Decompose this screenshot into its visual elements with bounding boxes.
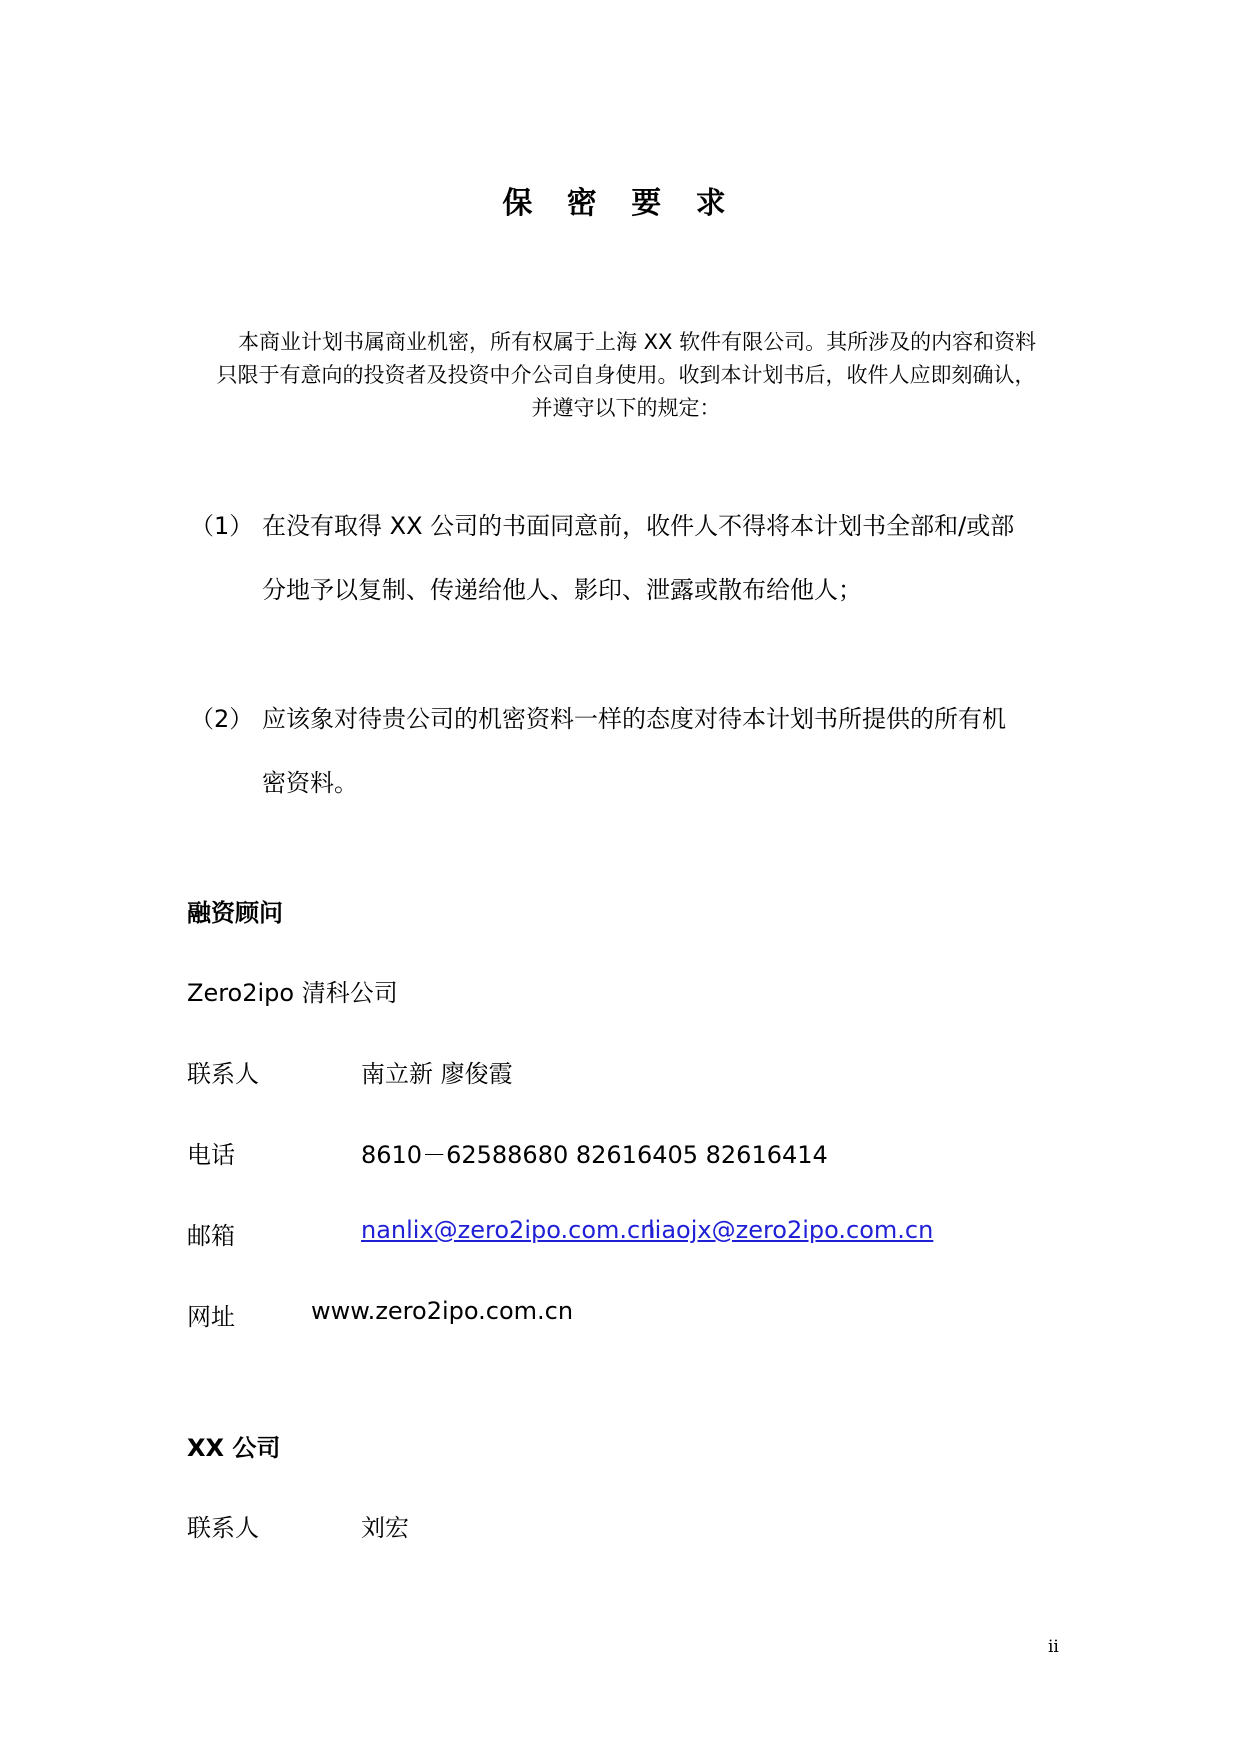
- clause-1-number: （1）: [190, 512, 254, 540]
- clause-2-line-1: 应该象对待贵公司的机密资料一样的态度对待本计划书所提供的所有机: [262, 705, 1006, 733]
- advisor-web-value: www.zero2ipo.com.cn: [311, 1297, 574, 1325]
- clause-2-number: （2）: [190, 705, 254, 733]
- clause-2-line-2: 密资料。: [262, 769, 358, 797]
- company-contact-value: 刘宏: [361, 1514, 409, 1542]
- advisor-phone-value: 8610－62588680 82616405 82616414: [361, 1141, 828, 1169]
- advisor-contact-value: 南立新 廖俊霞: [361, 1060, 513, 1088]
- company-heading: XX 公司: [187, 1434, 281, 1462]
- intro-line-3: 并遵守以下的规定：: [531, 396, 721, 420]
- advisor-email-link-2[interactable]: liaojx@zero2ipo.com.cn: [648, 1216, 934, 1244]
- advisor-company: Zero2ipo 清科公司: [187, 979, 398, 1007]
- company-contact-label: 联系人: [187, 1514, 259, 1542]
- confidentiality-intro: [196, 326, 1056, 425]
- clause-1-line-2: 分地予以复制、传递给他人、影印、泄露或散布给他人；: [262, 576, 862, 604]
- clause-1-line-1: 在没有取得 XX 公司的书面同意前，收件人不得将本计划书全部和/或部: [262, 512, 1015, 540]
- advisor-heading: 融资顾问: [187, 899, 283, 927]
- advisor-phone-label: 电话: [187, 1141, 235, 1169]
- document-title: 保 密 要 求: [502, 186, 738, 221]
- advisor-email-label: 邮箱: [187, 1222, 235, 1250]
- advisor-email-link-1[interactable]: nanlix@zero2ipo.com.cn: [361, 1216, 656, 1244]
- page-number: ii: [1048, 1637, 1059, 1657]
- advisor-web-label: 网址: [187, 1303, 235, 1331]
- intro-line-1: 本商业计划书属商业机密，所有权属于上海 XX 软件有限公司。其所涉及的内容和资料: [238, 330, 1037, 354]
- intro-line-2: 只限于有意向的投资者及投资中介公司自身使用。收到本计划书后，收件人应即刻确认，: [216, 363, 1036, 387]
- advisor-contact-label: 联系人: [187, 1060, 259, 1088]
